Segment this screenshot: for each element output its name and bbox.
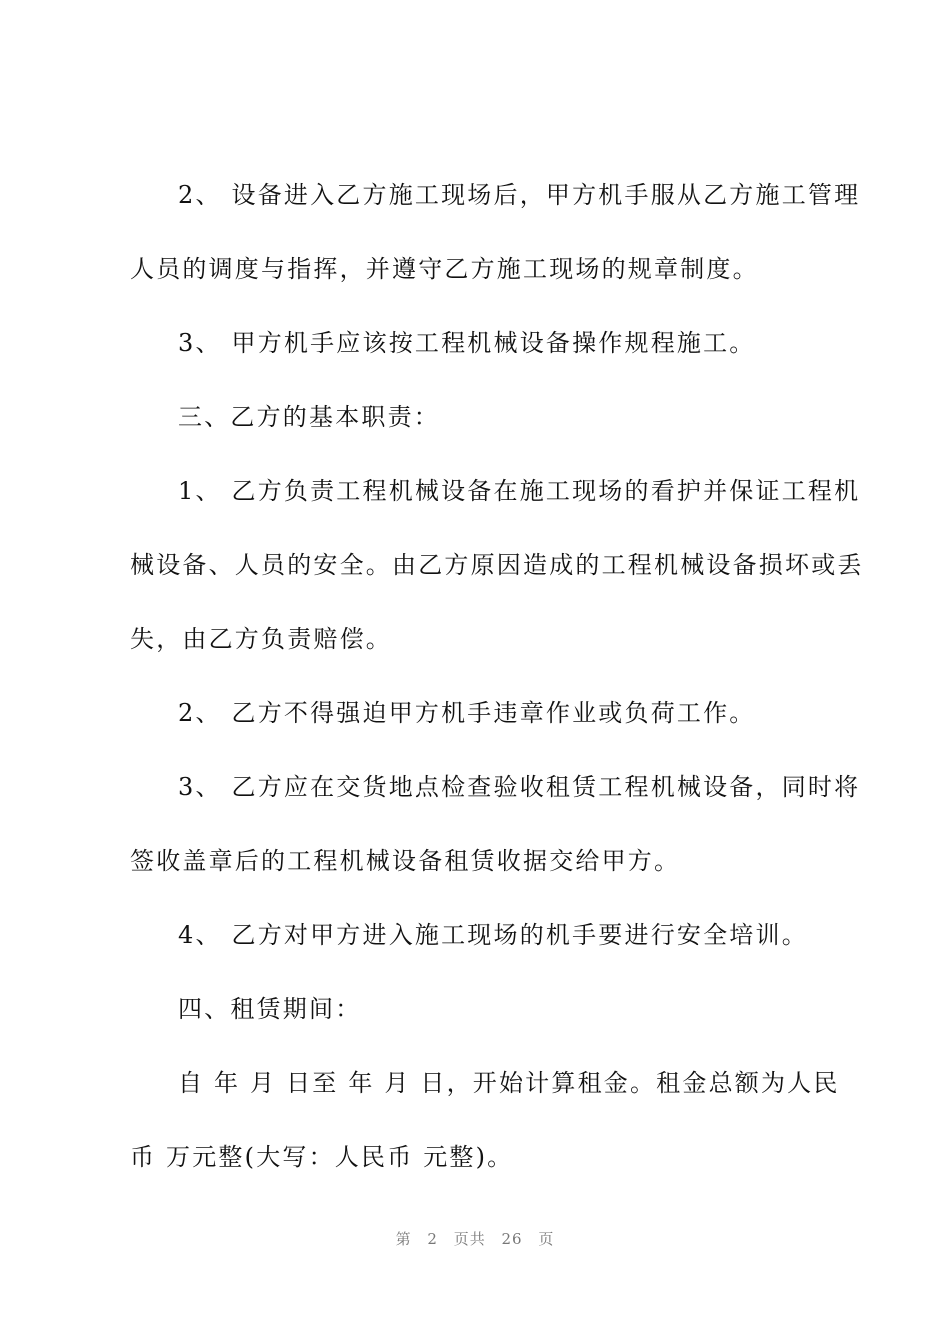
paragraph-line: 械设备、人员的安全。由乙方原因造成的工程机械设备损坏或丢	[130, 551, 864, 579]
paragraph-line: 签收盖章后的工程机械设备租赁收据交给甲方。	[130, 847, 681, 875]
paragraph-line: 3、 乙方应在交货地点检查验收租赁工程机械设备，同时将	[178, 773, 861, 801]
section-heading: 四、租赁期间：	[178, 995, 362, 1023]
document-body	[130, 165, 864, 1201]
paragraph-line: 4、 乙方对甲方进入施工现场的机手要进行安全培训。	[178, 921, 808, 949]
page-label-suffix: 页	[538, 1230, 555, 1248]
total-pages: 26	[501, 1230, 523, 1248]
page-label-mid: 页共	[453, 1230, 486, 1248]
paragraph-line: 自 年 月 日至 年 月 日，开始计算租金。租金总额为人民	[178, 1069, 840, 1097]
page-number: 2	[427, 1230, 438, 1248]
paragraph-line: 2、 设备进入乙方施工现场后，甲方机手服从乙方施工管理	[178, 181, 861, 209]
paragraph-line: 2、 乙方不得强迫甲方机手违章作业或负荷工作。	[178, 699, 756, 727]
paragraph-line: 币 万元整(大写：人民币 元整)。	[130, 1143, 514, 1171]
page-label-prefix: 第	[395, 1230, 412, 1248]
page-footer	[0, 1228, 950, 1249]
section-heading: 三、乙方的基本职责：	[178, 403, 440, 431]
paragraph-line: 人员的调度与指挥，并遵守乙方施工现场的规章制度。	[130, 255, 759, 283]
paragraph-line: 失，由乙方负责赔偿。	[130, 625, 392, 653]
paragraph-line: 3、 甲方机手应该按工程机械设备操作规程施工。	[178, 329, 756, 357]
paragraph-line: 1、 乙方负责工程机械设备在施工现场的看护并保证工程机	[178, 477, 861, 505]
